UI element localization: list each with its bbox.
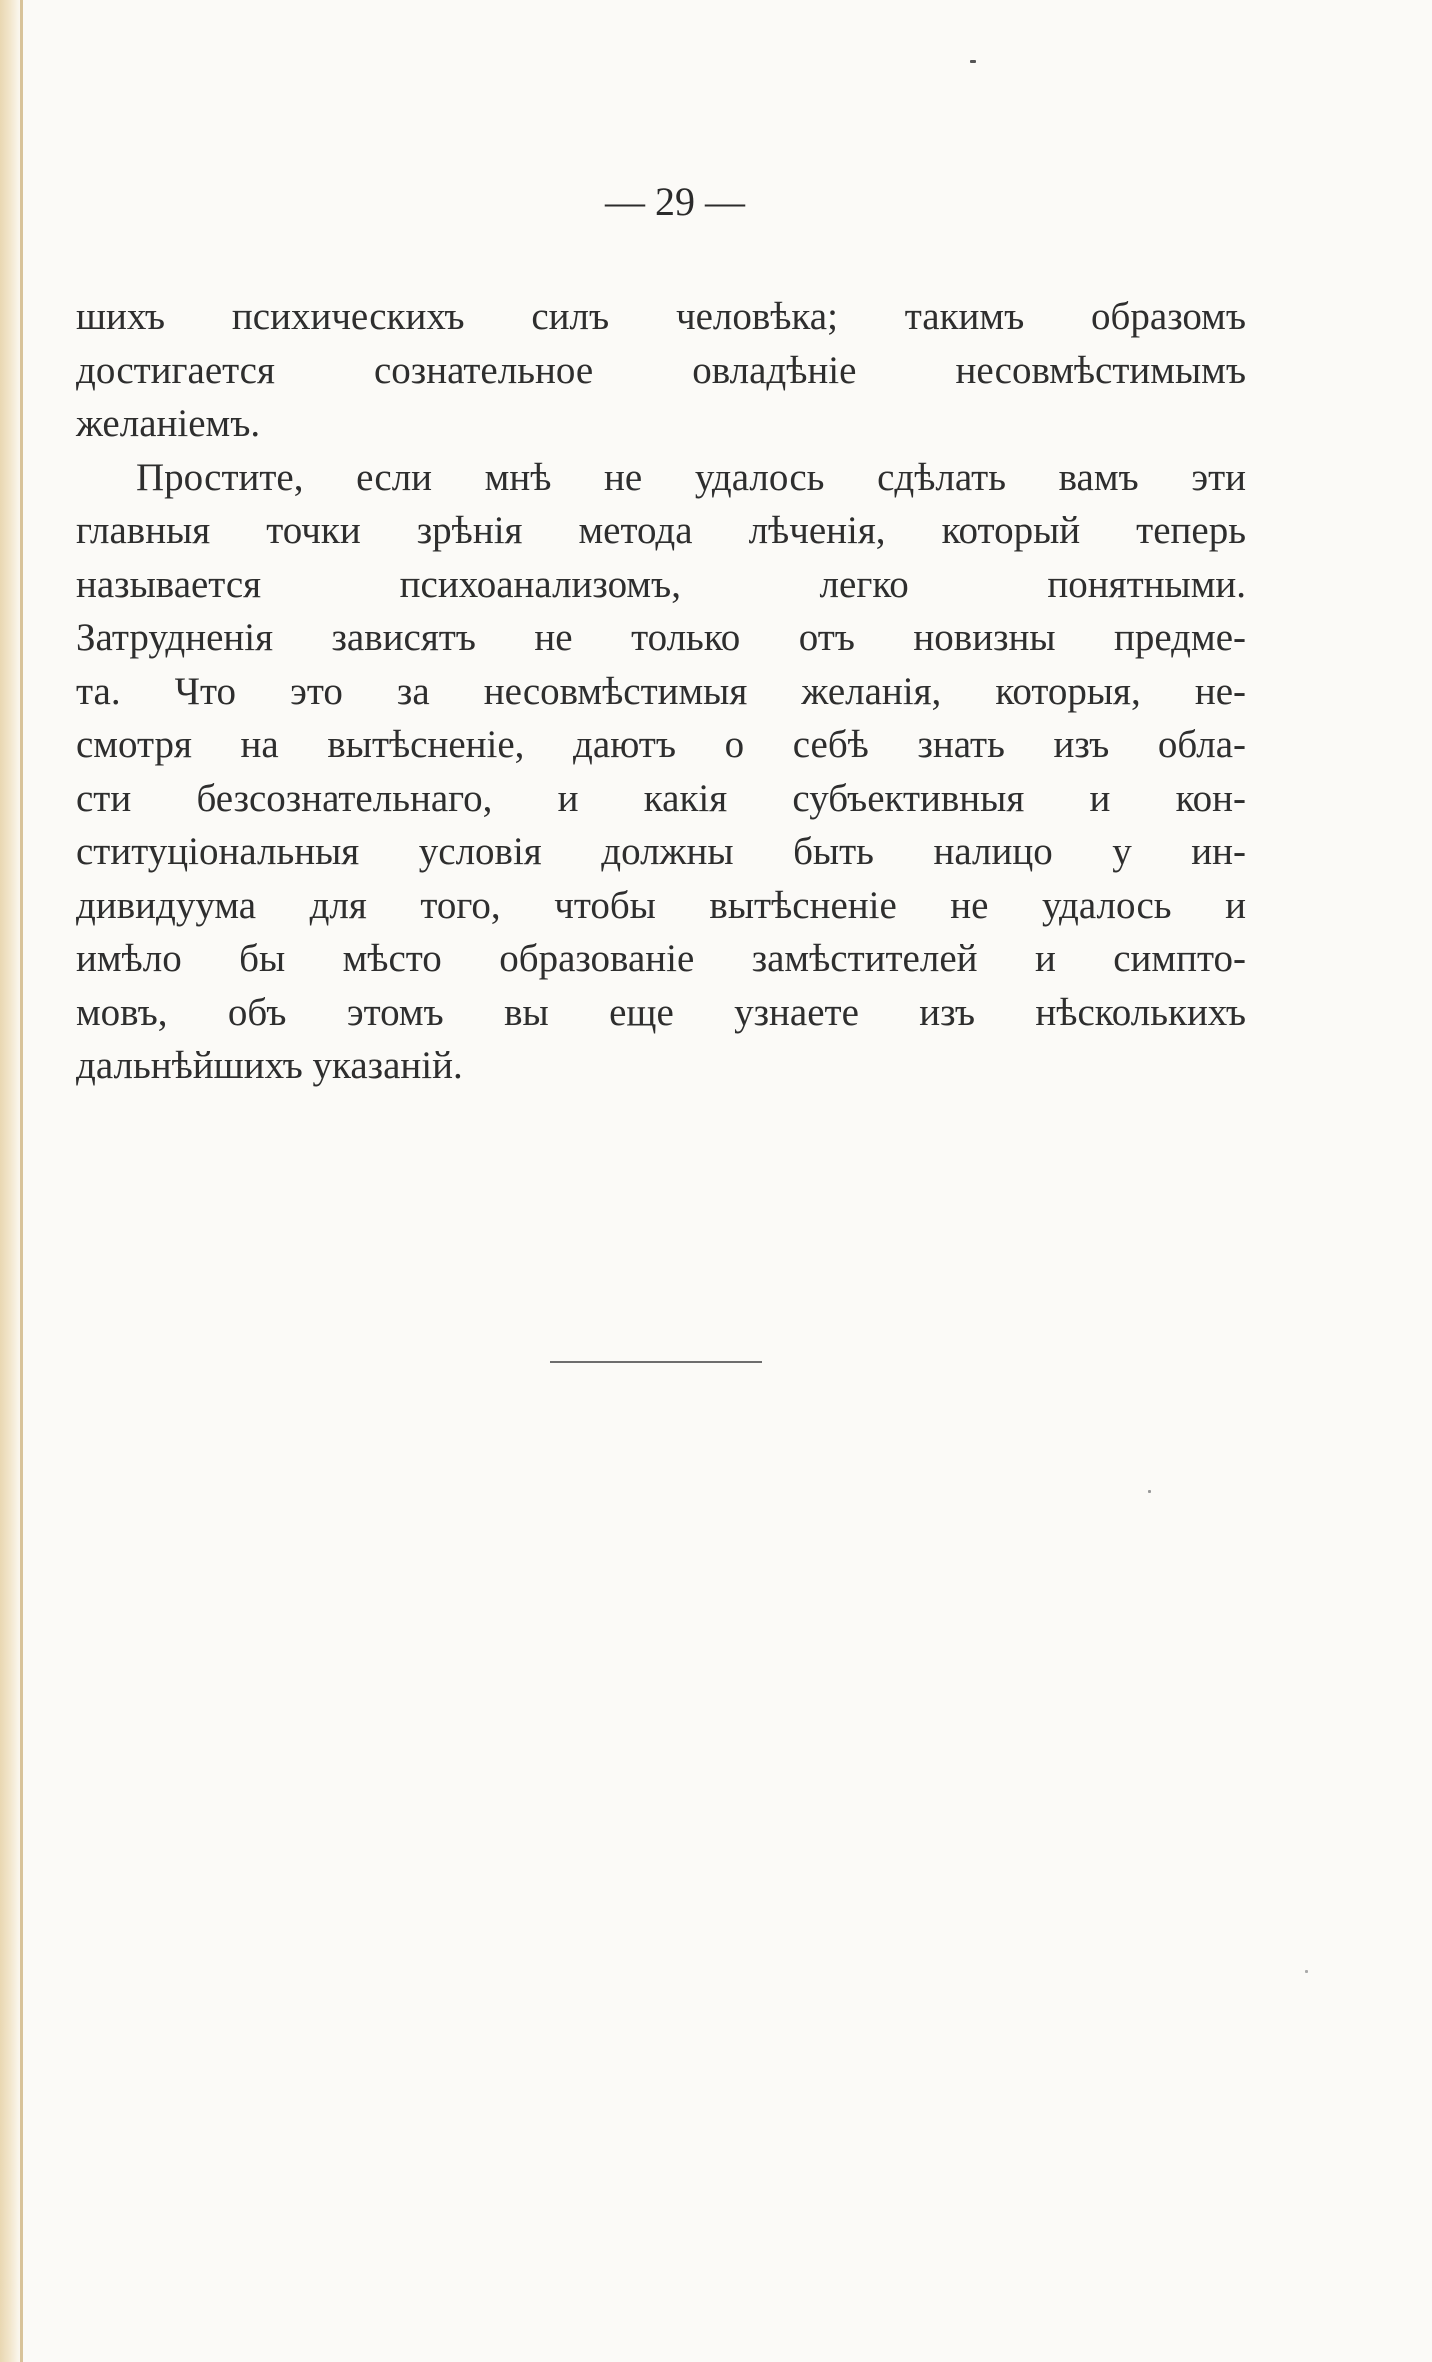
text-line: имѣло бы мѣсто образованіе замѣстителей и симпто- xyxy=(76,937,1246,980)
paragraph xyxy=(76,451,1246,1093)
paragraph xyxy=(76,290,1246,451)
text-line: достигается сознательное овладѣніе несовмѣстимымъ xyxy=(76,348,1246,392)
text-line: ституціональныя условія должны быть налицо у ин- xyxy=(76,830,1246,873)
text-line: смотря на вытѣсненіе, даютъ о себѣ знать изъ обла- xyxy=(76,723,1246,766)
text-line: та. Что это за несовмѣстимыя желанія, которыя, не- xyxy=(76,669,1246,713)
text-line: сти безсознательнаго, и какія субъективныя и кон- xyxy=(76,776,1246,820)
print-speck xyxy=(1305,1970,1308,1973)
text-line: дивидуума для того, чтобы вытѣсненіе не удалось и xyxy=(76,883,1246,927)
page-binding-edge xyxy=(0,0,22,2362)
print-speck xyxy=(1148,1490,1151,1493)
text-line: мовъ, объ этомъ вы еще узнаете изъ нѣсколькихъ xyxy=(76,990,1246,1034)
text-line: Простите, если мнѣ не удалось сдѣлать вамъ эти xyxy=(136,455,1246,499)
text-line: желаніемъ. xyxy=(76,402,261,445)
body-text xyxy=(76,290,1246,1093)
text-line: Затрудненія зависятъ не только отъ новизны предме- xyxy=(76,616,1246,659)
section-divider-rule xyxy=(550,1361,762,1363)
text-line: шихъ психическихъ силъ человѣка; такимъ образомъ xyxy=(76,295,1246,338)
page-number: — 29 — xyxy=(605,179,745,224)
text-line: дальнѣйшихъ указаній. xyxy=(76,1044,463,1087)
text-line: называется психоанализомъ, легко понятными. xyxy=(76,562,1246,606)
print-speck xyxy=(970,60,976,63)
text-line: главныя точки зрѣнія метода лѣченія, который теперь xyxy=(76,509,1246,552)
page-binding-shadow xyxy=(20,0,23,2362)
